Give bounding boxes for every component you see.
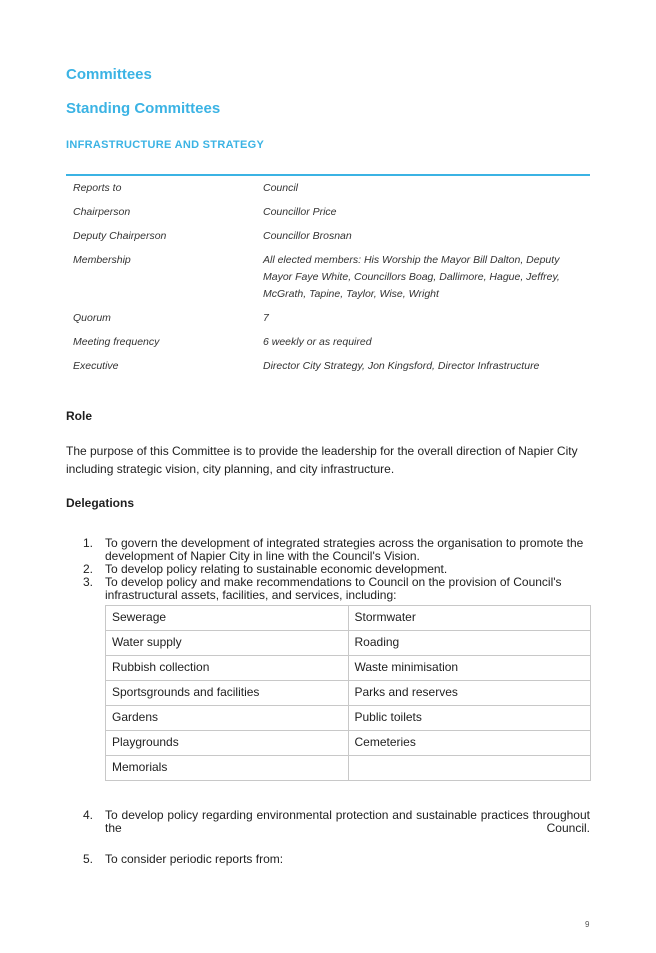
info-label: Membership — [73, 254, 131, 266]
services-table — [105, 605, 591, 781]
role-paragraph: The purpose of this Committee is to provide the leadership for the overall direction of Napier City including strategic vision, city planning, and city infrastructure. — [66, 444, 578, 476]
info-label: Reports to — [73, 182, 122, 194]
info-value: Director City Strategy, Jon Kingsford, Director Infrastructure — [263, 360, 540, 372]
table-cell: Gardens — [106, 706, 349, 731]
table-row — [106, 706, 591, 731]
list-item — [66, 853, 590, 866]
table-cell: Parks and reserves — [348, 681, 591, 706]
delegations-list-top — [66, 537, 590, 602]
section-title: Standing Committees — [66, 100, 221, 117]
delegations-list-item-4 — [66, 809, 590, 835]
list-number: 5. — [82, 852, 93, 866]
list-number: 4. — [82, 808, 93, 822]
info-label: Chairperson — [73, 206, 131, 218]
table-row — [106, 731, 591, 756]
info-label: Executive — [73, 360, 119, 372]
role-heading: Role — [66, 409, 93, 423]
info-value: Council — [263, 182, 299, 194]
list-number: 1. — [82, 536, 93, 550]
table-cell: Playgrounds — [106, 731, 349, 756]
info-row — [66, 306, 590, 330]
table-cell: Water supply — [106, 631, 349, 656]
delegations-list-item-5 — [66, 853, 590, 866]
table-row — [106, 606, 591, 631]
info-label: Deputy Chairperson — [73, 230, 167, 242]
list-item — [66, 576, 590, 602]
table-cell: Waste minimisation — [348, 656, 591, 681]
table-row — [106, 631, 591, 656]
info-label: Meeting frequency — [73, 336, 160, 348]
info-value: Councillor Price — [263, 206, 337, 218]
list-number: 3. — [82, 575, 93, 589]
table-cell: Public toilets — [348, 706, 591, 731]
table-cell: Sportsgrounds and facilities — [106, 681, 349, 706]
list-item — [66, 537, 590, 563]
list-text: To develop policy regarding environmental protection and sustainable practices throughout the Council. — [105, 808, 590, 835]
committee-name: INFRASTRUCTURE AND STRATEGY — [66, 139, 265, 151]
info-row — [66, 176, 590, 200]
table-row — [106, 656, 591, 681]
committee-info-table — [66, 174, 590, 378]
table-row — [106, 756, 591, 781]
page-title: Committees — [66, 66, 152, 83]
list-text: To govern the development of integrated strategies across the organisation to promote the development of Napier City in line with the Council's Vision. — [105, 536, 584, 563]
info-row — [66, 354, 590, 378]
info-label: Quorum — [73, 312, 111, 324]
list-text: To develop policy and make recommendations to Council on the provision of Council's infrastructural assets, facilities, and services, including: — [105, 575, 562, 602]
info-value: All elected members: His Worship the Mayor Bill Dalton, Deputy Mayor Faye White, Councillors Boag, Dallimore, Hague, Jeffrey, McGrath, Tapine, Taylor, Wise, Wright — [263, 254, 560, 300]
page-number: 9 — [585, 920, 590, 929]
list-text: To consider periodic reports from: — [105, 852, 284, 866]
info-row — [66, 330, 590, 354]
info-row — [66, 224, 590, 248]
list-text: To develop policy relating to sustainable economic development. — [105, 562, 448, 576]
list-item — [66, 809, 590, 835]
info-value: 6 weekly or as required — [263, 336, 372, 348]
delegations-heading: Delegations — [66, 496, 135, 510]
table-cell: Roading — [348, 631, 591, 656]
table-cell — [348, 756, 591, 781]
table-cell: Stormwater — [348, 606, 591, 631]
info-row — [66, 248, 590, 306]
info-value: Councillor Brosnan — [263, 230, 352, 242]
info-row — [66, 200, 590, 224]
info-value: 7 — [263, 312, 269, 324]
table-cell: Cemeteries — [348, 731, 591, 756]
table-cell: Rubbish collection — [106, 656, 349, 681]
list-number: 2. — [82, 562, 93, 576]
table-cell: Sewerage — [106, 606, 349, 631]
table-cell: Memorials — [106, 756, 349, 781]
table-row — [106, 681, 591, 706]
